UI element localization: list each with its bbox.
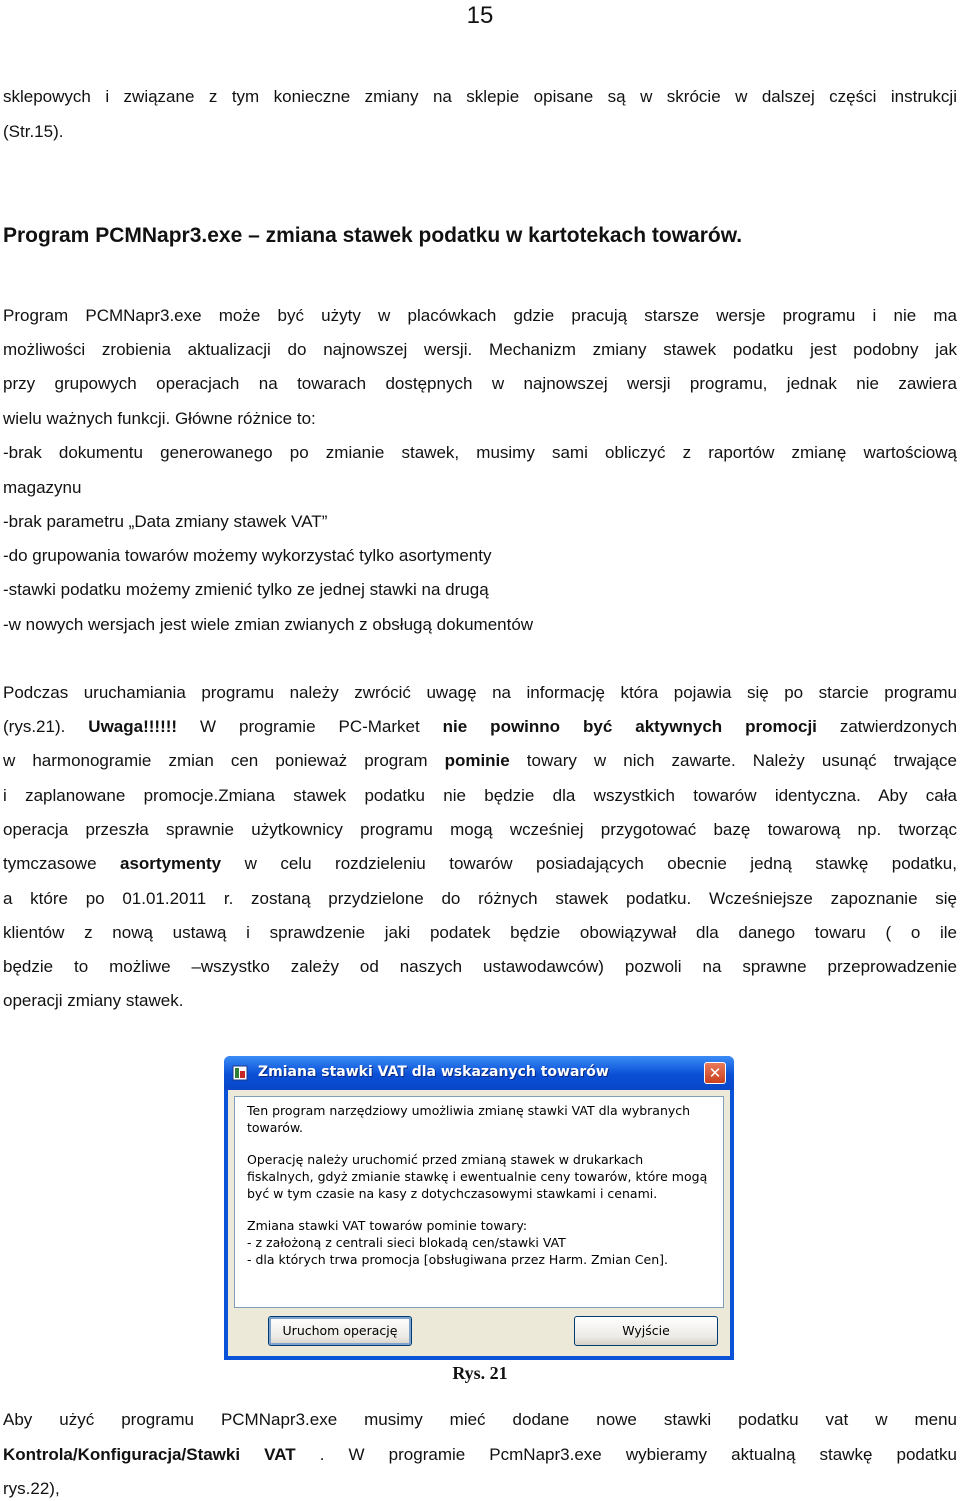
para1-line-3: przy grupowych operacjach na towarach dostępnych w najnowszej wersji programu, jednak nie zawiera (3, 374, 957, 393)
para2-l3a: w harmonogramie zmian cen ponieważ program (3, 751, 445, 770)
dialog-title: Zmiana stawki VAT dla wskazanych towarów (258, 1064, 609, 1080)
figure-caption: Rys. 21 (452, 1363, 508, 1383)
app-icon (232, 1065, 248, 1081)
para1-line-5: -brak dokumentu generowanego po zmianie stawek, musimy sami obliczyć z raportów zmianę wartościową (3, 443, 957, 462)
message-p3-title: Zmiana stawki VAT towarów pominie towary: (247, 1218, 528, 1233)
para2-l6c: w celu rozdzieleniu towarów posiadających obecnie jedną stawkę podatku, (221, 854, 957, 873)
para2-l2a: (rys.21). (3, 717, 89, 736)
no-promotions-text: nie powinno być aktywnych promocji (442, 717, 817, 736)
skip-text: pominie (444, 751, 510, 770)
para2-l6a: tymczasowe (3, 854, 121, 873)
para1-line-1: Program PCMNapr3.exe może być użyty w placówkach gdzie pracują starsze wersje programu i nie ma (3, 306, 957, 325)
message-p3-line2: - dla których trwa promocja [obsługiwana przez Harm. Zmian Cen]. (247, 1252, 668, 1267)
para2-l3c: towary w nich zawarte. Należy usunąć trwające (509, 751, 957, 770)
para2-line-1: Podczas uruchamiania programu należy zwrócić uwagę na informację która pojawia się po starcie programu (3, 683, 957, 702)
page-number: 15 (466, 2, 494, 29)
message-p3-line1: - z założoną z centrali sieci blokadą cen/stawki VAT (247, 1235, 566, 1250)
para3-line-1: Aby użyć programu PCMNapr3.exe musimy mieć dodane nowe stawki podatku vat w menu (3, 1410, 957, 1429)
assortments-text: asortymenty (120, 854, 222, 873)
para2-line-4: i zaplanowane promocje.Zmiana stawek podatku nie będzie dla wszystkich towarów identyczna. Aby cała (3, 786, 957, 805)
vat-dialog (224, 1056, 734, 1360)
para1-line-7: -brak parametru „Data zmiany stawek VAT” (3, 512, 328, 531)
menu-path: Kontrola/Konfiguracja/Stawki VAT (3, 1445, 296, 1464)
para3-line-2 (3, 1444, 957, 1466)
para1-line-10: -w nowych wersjach jest wiele zmian zwianych z obsługą dokumentów (3, 615, 534, 634)
dialog-titlebar (224, 1056, 734, 1090)
para1-line-9: -stawki podatku możemy zmienić tylko ze jednej stawki na drugą (3, 580, 489, 599)
exit-button[interactable]: Wyjście (574, 1316, 718, 1346)
para2-line-2 (3, 716, 957, 738)
close-icon[interactable]: ✕ (704, 1062, 726, 1084)
run-operation-button[interactable]: Uruchom operację (268, 1316, 412, 1346)
dialog-message (234, 1096, 724, 1308)
para2-line-3 (3, 750, 957, 772)
intro-line-2: (Str.15). (3, 122, 64, 141)
message-p1: Ten program narzędziowy umożliwia zmianę stawki VAT dla wybranych towarów. (247, 1103, 691, 1135)
dialog-client (228, 1090, 730, 1356)
para1-line-2: możliwości zrobienia aktualizacji do najnowszej wersji. Mechanizm zmiany stawek podatku jest podobny jak (3, 340, 957, 359)
para2-line-10: operacji zmiany stawek. (3, 991, 184, 1010)
para2-line-6 (3, 853, 957, 875)
section-heading: Program PCMNapr3.exe – zmiana stawek podatku w kartotekach towarów. (3, 224, 743, 247)
para2-l2e: zatwierdzonych (816, 717, 958, 736)
para1-line-4: wielu ważnych funkcji. Główne różnice to: (3, 409, 316, 428)
message-p2: Operację należy uruchomić przed zmianą stawek w drukarkach fiskalnych, gdyż zmianie stawkę i ewentualnie ceny towarów, które mogą być w tym czasie na kasy z dotychczasowymi stawkami i cenami. (247, 1152, 708, 1201)
para3-l2b: . W programie PcmNapr3.exe wybieramy aktualną stawkę podatku (295, 1445, 957, 1464)
para2-line-9: będzie to możliwe –wszystko zależy od naszych ustawodawców) pozwoli na sprawne przeprowadzenie (3, 957, 957, 976)
warning-text: Uwaga!!!!!! (88, 717, 178, 736)
para2-line-8: klientów z nową ustawą i sprawdzenie jaki podatek będzie obowiązywał dla danego towaru ( o ile (3, 923, 957, 942)
para1-line-6: magazynu (3, 478, 82, 497)
para2-l2c: W programie PC-Market (177, 717, 443, 736)
para3-line-3: rys.22), (3, 1479, 60, 1498)
para1-line-8: -do grupowania towarów możemy wykorzystać tylko asortymenty (3, 546, 492, 565)
intro-line-1: sklepowych i związane z tym konieczne zmiany na sklepie opisane są w skrócie w dalszej części instrukcji (3, 87, 957, 106)
para2-line-7: a które po 01.01.2011 r. zostaną przydzielone do różnych stawek podatku. Wcześniejsze zapoznanie się (3, 889, 957, 908)
para2-line-5: operacja przeszła sprawnie użytkownicy programu mogą wcześniej przygotować bazę towarową np. tworząc (3, 820, 957, 839)
